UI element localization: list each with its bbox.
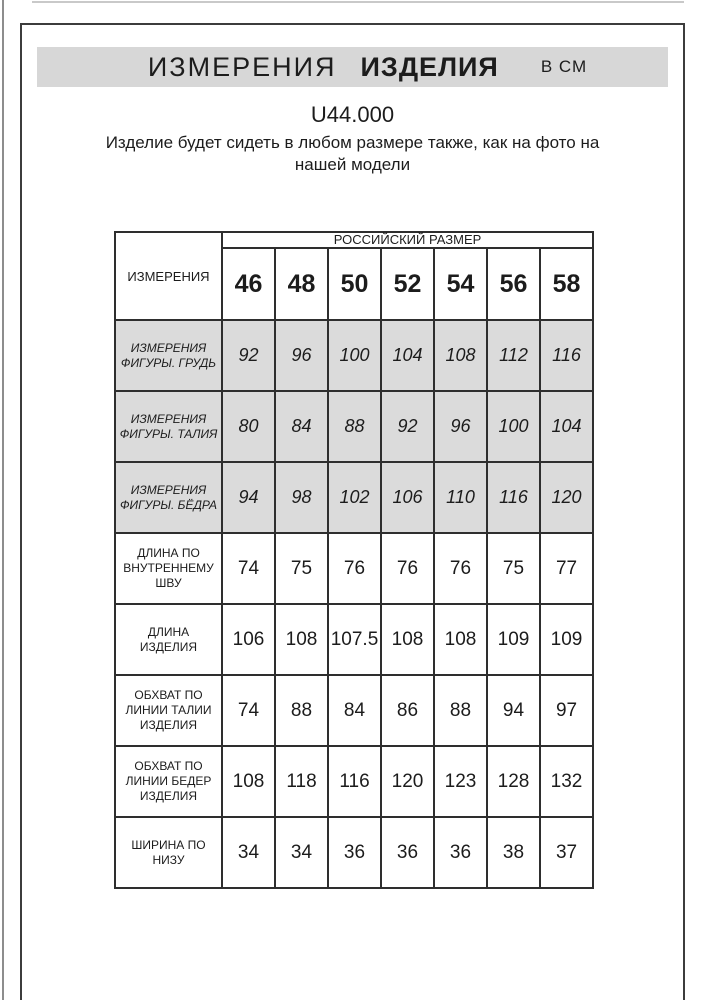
value-cell: 94	[222, 462, 275, 533]
value-cell: 77	[540, 533, 593, 604]
value-cell: 34	[222, 817, 275, 888]
row-label-cell: ОБХВАТ ПО ЛИНИИ БЕДЕР ИЗДЕЛИЯ	[115, 746, 222, 817]
fit-note: Изделие будет сидеть в любом размере также, как на фото на нашей модели	[105, 133, 600, 174]
size-header-cell: 50	[328, 248, 381, 320]
value-cell: 112	[487, 320, 540, 391]
corner-header-cell: ИЗМЕРЕНИЯ	[115, 232, 222, 320]
value-cell: 76	[381, 533, 434, 604]
value-cell: 116	[328, 746, 381, 817]
value-cell: 102	[328, 462, 381, 533]
value-cell: 38	[487, 817, 540, 888]
value-cell: 76	[328, 533, 381, 604]
row-label-cell: ОБХВАТ ПО ЛИНИИ ТАЛИИ ИЗДЕЛИЯ	[115, 675, 222, 746]
value-cell: 100	[487, 391, 540, 462]
value-cell: 108	[381, 604, 434, 675]
title-band	[37, 47, 668, 87]
size-header-cell: 46	[222, 248, 275, 320]
value-cell: 36	[434, 817, 487, 888]
value-cell: 34	[275, 817, 328, 888]
value-cell: 96	[434, 391, 487, 462]
scan-artifact-left-line	[2, 0, 4, 1000]
title-product: ИЗДЕЛИЯ	[360, 51, 499, 82]
table-row-item-length	[115, 604, 593, 675]
value-cell: 108	[434, 604, 487, 675]
table-row-figure-chest	[115, 320, 593, 391]
table-row-inseam-length	[115, 533, 593, 604]
value-cell: 37	[540, 817, 593, 888]
value-cell: 88	[275, 675, 328, 746]
value-cell: 116	[487, 462, 540, 533]
value-cell: 104	[540, 391, 593, 462]
title-measurements: ИЗМЕРЕНИЯ	[147, 51, 337, 82]
value-cell: 94	[487, 675, 540, 746]
value-cell: 74	[222, 533, 275, 604]
value-cell: 80	[222, 391, 275, 462]
value-cell: 128	[487, 746, 540, 817]
value-cell: 110	[434, 462, 487, 533]
value-cell: 96	[275, 320, 328, 391]
value-cell: 76	[434, 533, 487, 604]
value-cell: 84	[328, 675, 381, 746]
value-cell: 75	[487, 533, 540, 604]
row-label-cell: ИЗМЕРЕНИЯ ФИГУРЫ. ГРУДЬ	[115, 320, 222, 391]
value-cell: 108	[434, 320, 487, 391]
value-cell: 120	[540, 462, 593, 533]
value-cell: 118	[275, 746, 328, 817]
table-row-hem-width	[115, 817, 593, 888]
value-cell: 36	[381, 817, 434, 888]
value-cell: 109	[540, 604, 593, 675]
value-cell: 88	[328, 391, 381, 462]
value-cell: 75	[275, 533, 328, 604]
value-cell: 106	[381, 462, 434, 533]
table-group-header-row	[115, 232, 593, 248]
value-cell: 92	[222, 320, 275, 391]
value-cell: 109	[487, 604, 540, 675]
value-cell: 132	[540, 746, 593, 817]
size-table	[114, 231, 594, 889]
table-row-waistline-girth	[115, 675, 593, 746]
row-label-cell: ДЛИНА ПО ВНУТРЕННЕМУ ШВУ	[115, 533, 222, 604]
table-row-hipline-girth	[115, 746, 593, 817]
value-cell: 108	[222, 746, 275, 817]
value-cell: 97	[540, 675, 593, 746]
value-cell: 116	[540, 320, 593, 391]
value-cell: 123	[434, 746, 487, 817]
value-cell: 88	[434, 675, 487, 746]
size-header-cell: 58	[540, 248, 593, 320]
table-row-figure-hips	[115, 462, 593, 533]
value-cell: 92	[381, 391, 434, 462]
table-row-figure-waist	[115, 391, 593, 462]
size-header-cell: 56	[487, 248, 540, 320]
group-header-cell: РОССИЙСКИЙ РАЗМЕР	[222, 232, 593, 248]
value-cell: 84	[275, 391, 328, 462]
value-cell: 106	[222, 604, 275, 675]
value-cell: 98	[275, 462, 328, 533]
row-label-cell: ШИРИНА ПО НИЗУ	[115, 817, 222, 888]
size-header-cell: 52	[381, 248, 434, 320]
value-cell: 120	[381, 746, 434, 817]
value-cell: 36	[328, 817, 381, 888]
title-unit: В СМ	[540, 57, 588, 76]
scan-artifact-top-line	[32, 1, 684, 3]
value-cell: 100	[328, 320, 381, 391]
value-cell: 86	[381, 675, 434, 746]
value-cell: 107.5	[328, 604, 381, 675]
row-label-cell: ИЗМЕРЕНИЯ ФИГУРЫ. БЁДРА	[115, 462, 222, 533]
row-label-cell: ИЗМЕРЕНИЯ ФИГУРЫ. ТАЛИЯ	[115, 391, 222, 462]
value-cell: 104	[381, 320, 434, 391]
size-header-cell: 54	[434, 248, 487, 320]
value-cell: 74	[222, 675, 275, 746]
size-header-cell: 48	[275, 248, 328, 320]
value-cell: 108	[275, 604, 328, 675]
row-label-cell: ДЛИНА ИЗДЕЛИЯ	[115, 604, 222, 675]
article-code: U44.000	[310, 102, 395, 127]
